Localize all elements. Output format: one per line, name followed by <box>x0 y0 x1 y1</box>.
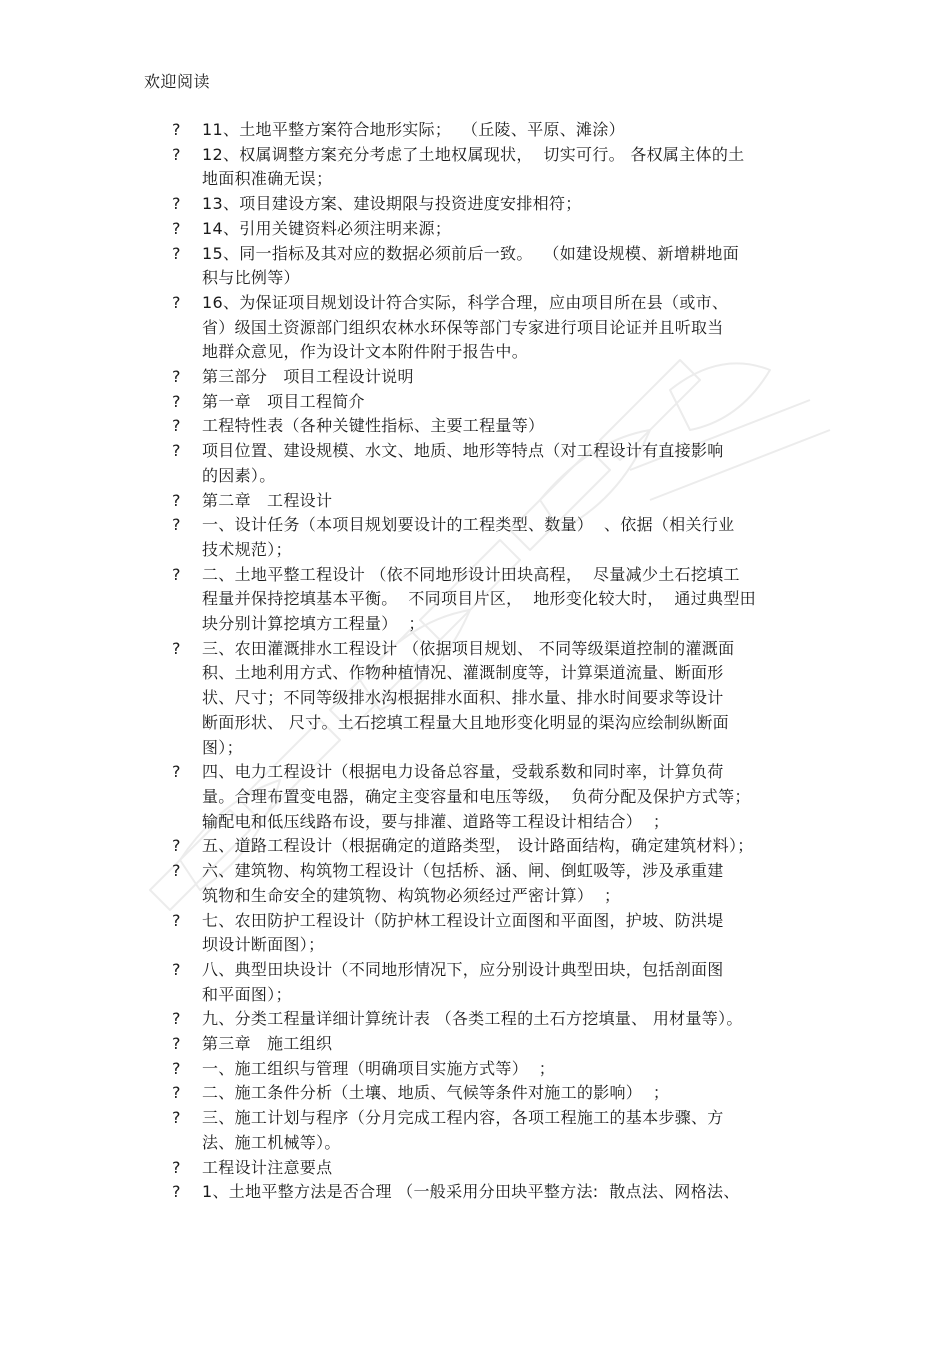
bullet-marker: ? <box>172 1058 181 1078</box>
list-item-text: 第一章 项目工程简介 <box>202 391 365 411</box>
list-item <box>172 1032 812 1057</box>
list-item-text: 13、项目建设方案、建设期限与投资进度安排相符； <box>202 194 582 214</box>
list-item-text: 八、典型田块设计（不同地形情况下，应分别设计典型田块，包括剖面图 和平面图）； <box>202 959 724 1004</box>
bullet-marker: ? <box>172 515 181 535</box>
list-item <box>172 1156 812 1181</box>
list-item-text: 1、土地平整方法是否合理 （一般采用分田块平整方法: 散点法、网格法、 <box>202 1182 740 1202</box>
list-item-text: 11、土地平整方案符合地形实际； （丘陵、平原、滩涂） <box>202 120 625 139</box>
list-item-text: 五、道路工程设计（根据确定的道路类型， 设计路面结构，确定建筑材料）； <box>202 836 754 856</box>
list-item-text: 15、同一指标及其对应的数据必须前后一致。 （如建设规模、新增耕地面 积与比例等） <box>202 243 740 288</box>
list-item-text: 七、农田防护工程设计（防护林工程设计立面图和平面图，护坡、防洪堤 坝设计断面图）； <box>202 910 724 955</box>
bullet-marker: ? <box>172 391 181 411</box>
list-item-text: 六、建筑物、构筑物工程设计（包括桥、涵、闸、倒虹吸等，涉及承重建 筑物和生命安全的建筑物、构筑物必须经过严密计算） ； <box>202 861 724 905</box>
bullet-marker: ? <box>172 416 181 436</box>
list-item-text: 二、土地平整工程设计 （依不同地形设计田块高程， 尽量减少土石挖填工 程量并保持挖填基本平衡。 不同项目片区， 地形变化较大时， 通过典型田 块分别计算挖填方工程量） ； <box>202 564 756 634</box>
list-item-text: 第三章 施工组织 <box>202 1034 333 1054</box>
list-item-text: 第二章 工程设计 <box>202 490 333 510</box>
list-item <box>172 414 812 439</box>
bullet-marker: ? <box>172 144 181 164</box>
list-item <box>172 958 812 1007</box>
list-item <box>172 760 812 834</box>
list-item <box>172 192 812 217</box>
bullet-marker: ? <box>172 490 181 510</box>
bullet-marker: ? <box>172 120 181 139</box>
bullet-marker: ? <box>172 292 181 312</box>
list-item <box>172 489 812 514</box>
list-item <box>172 637 812 761</box>
list-item <box>172 563 812 637</box>
list-item-text: 工程设计注意要点 <box>202 1157 333 1177</box>
bullet-marker: ? <box>172 1182 181 1202</box>
bullet-marker: ? <box>172 1034 181 1054</box>
bullet-marker: ? <box>172 959 181 979</box>
bullet-marker: ? <box>172 1083 181 1103</box>
list-item <box>172 118 812 143</box>
list-item-text: 四、电力工程设计（根据电力设备总容量，受载系数和同时率，计算负荷 量。合理布置变电器，确定主变容量和电压等级， 负荷分配及保护方式等； 输配电和低压线路布设，要与排灌、道路等工程设计相结合） ； <box>202 762 751 831</box>
bullet-marker: ? <box>172 638 181 658</box>
list-item-text: 一、施工组织与管理（明确项目实施方式等） ； <box>202 1058 556 1078</box>
bullet-marker: ? <box>172 762 181 782</box>
bullet-marker: ? <box>172 243 181 263</box>
page-header: 欢迎阅读 <box>144 72 211 91</box>
list-item <box>172 1180 812 1205</box>
list-item-text: 项目位置、建设规模、水文、地质、地形等特点（对工程设计有直接影响 的因素）。 <box>202 441 724 485</box>
list-item <box>172 1081 812 1106</box>
bullet-marker: ? <box>172 1009 181 1029</box>
bullet-marker: ? <box>172 836 181 856</box>
bullet-marker: ? <box>172 564 181 584</box>
list-item <box>172 291 812 365</box>
list-item <box>172 1057 812 1082</box>
list-item <box>172 513 812 562</box>
list-item-text: 一、设计任务（本项目规划要设计的工程类型、数量） 、依据（相关行业 技术规范）； <box>202 515 735 559</box>
list-item-text: 九、分类工程量详细计算统计表 （各类工程的土石方挖填量、 用材量等）。 <box>202 1009 743 1029</box>
bullet-marker: ? <box>172 194 181 214</box>
list-item <box>172 217 812 242</box>
list-item <box>172 1007 812 1032</box>
list-item-text: 工程特性表（各种关键性指标、主要工程量等） <box>202 416 545 436</box>
list-item-text: 三、施工计划与程序（分月完成工程内容，各项工程施工的基本步骤、方 法、施工机械等）。 <box>202 1108 724 1152</box>
list-item-text: 16、为保证项目规划设计符合实际，科学合理，应由项目所在县（或市、 省）级国土资源部门组织农林水环保等部门专家进行项目论证并且听取当 地群众意见，作为设计文本附件附于报告中。 <box>202 292 729 362</box>
list-item <box>172 439 812 488</box>
list-item-text: 第三部分 项目工程设计说明 <box>202 367 414 387</box>
list-item-text: 14、引用关键资料必须注明来源； <box>202 218 452 238</box>
list-item <box>172 859 812 908</box>
bullet-marker: ? <box>172 861 181 881</box>
list-item <box>172 390 812 415</box>
list-item <box>172 143 812 192</box>
bullet-marker: ? <box>172 441 181 461</box>
bullet-marker: ? <box>172 218 181 238</box>
list-item <box>172 909 812 958</box>
list-item <box>172 1106 812 1155</box>
requirements-list <box>172 118 812 1205</box>
list-item <box>172 834 812 859</box>
list-item-text: 三、农田灌溉排水工程设计 （依据项目规划、 不同等级渠道控制的灌溉面 积、土地利用方式、作物种植情况、灌溉制度等，计算渠道流量、断面形 状、尺寸；不同等级排水沟根据排水面积、排水量、排水时间要求等设计 断面形状、 尺寸。土石挖填工程量大且地形变化明显的渠沟应绘制纵断面 图）； <box>202 638 735 757</box>
list-item <box>172 242 812 291</box>
list-item-text: 12、权属调整方案充分考虑了土地权属现状， 切实可行。 各权属主体的土 地面积准确无误； <box>202 144 745 189</box>
bullet-marker: ? <box>172 1108 181 1128</box>
list-item-text: 二、施工条件分析（土壤、地质、气候等条件对施工的影响） ； <box>202 1083 670 1103</box>
bullet-marker: ? <box>172 910 181 930</box>
bullet-marker: ? <box>172 367 181 387</box>
list-item <box>172 365 812 390</box>
bullet-marker: ? <box>172 1157 181 1177</box>
